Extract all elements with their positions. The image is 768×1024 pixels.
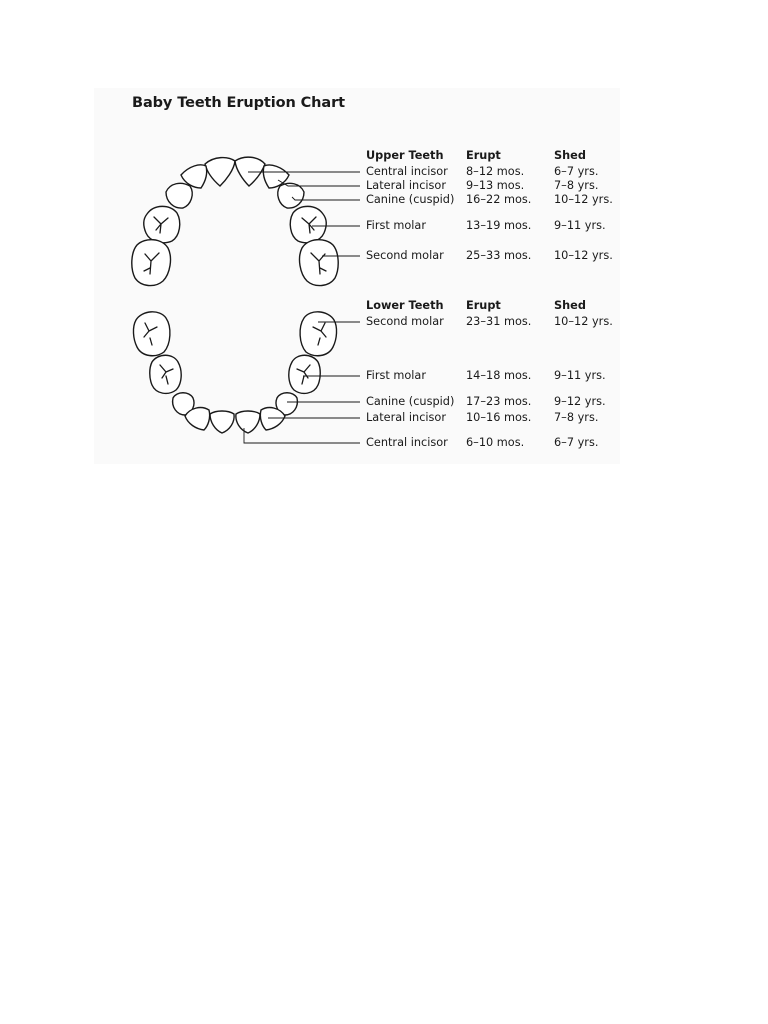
- shed-value: 9–11 yrs.: [554, 369, 606, 382]
- erupt-value: 14–18 mos.: [466, 369, 532, 382]
- upper-central-incisor-left-tooth: [205, 158, 235, 186]
- shed-value: 7–8 yrs.: [554, 179, 599, 192]
- erupt-value: 9–13 mos.: [466, 179, 525, 192]
- shed-value: 6–7 yrs.: [554, 436, 599, 449]
- lower-first-molar-right-tooth: [289, 355, 320, 393]
- tooth-label: First molar: [366, 219, 426, 232]
- erupt-value: 25–33 mos.: [466, 249, 532, 262]
- lower-lateral-incisor-left-tooth: [185, 408, 210, 430]
- upper-first-molar-right-tooth: [290, 206, 326, 242]
- erupt-value: 10–16 mos.: [466, 411, 532, 424]
- lower-teeth-header: Lower Teeth: [366, 299, 444, 312]
- erupt-value: 13–19 mos.: [466, 219, 532, 232]
- lower-first-molar-left-tooth: [150, 355, 181, 393]
- tooth-label: Central incisor: [366, 165, 448, 178]
- erupt-value: 17–23 mos.: [466, 395, 532, 408]
- upper-shed-header: Shed: [554, 149, 586, 162]
- upper-arch: [132, 157, 338, 285]
- shed-value: 7–8 yrs.: [554, 411, 599, 424]
- lower-erupt-header: Erupt: [466, 299, 501, 312]
- tooth-label: Canine (cuspid): [366, 395, 455, 408]
- tooth-label: First molar: [366, 369, 426, 382]
- upper-first-molar-left-tooth: [144, 206, 180, 242]
- tooth-label: Second molar: [366, 315, 444, 328]
- tooth-label: Lateral incisor: [366, 179, 446, 192]
- erupt-value: 23–31 mos.: [466, 315, 532, 328]
- lower-lateral-incisor-right-tooth: [260, 408, 285, 430]
- upper-erupt-header: Erupt: [466, 149, 501, 162]
- shed-value: 10–12 yrs.: [554, 193, 613, 206]
- shed-value: 10–12 yrs.: [554, 315, 613, 328]
- leader-lower-central-incisor: [244, 428, 360, 443]
- shed-value: 10–12 yrs.: [554, 249, 613, 262]
- lower-central-incisor-right-tooth: [236, 411, 260, 433]
- erupt-value: 16–22 mos.: [466, 193, 532, 206]
- shed-value: 9–12 yrs.: [554, 395, 606, 408]
- upper-canine-right-tooth: [278, 183, 304, 208]
- lower-second-molar-right-tooth: [300, 312, 336, 356]
- shed-value: 9–11 yrs.: [554, 219, 606, 232]
- lower-arch: [133, 312, 336, 433]
- tooth-label: Lateral incisor: [366, 411, 446, 424]
- erupt-value: 6–10 mos.: [466, 436, 525, 449]
- upper-canine-left-tooth: [166, 183, 192, 208]
- upper-teeth-header: Upper Teeth: [366, 149, 444, 162]
- lower-central-incisor-left-tooth: [210, 411, 234, 433]
- tooth-label: Central incisor: [366, 436, 448, 449]
- shed-value: 6–7 yrs.: [554, 165, 599, 178]
- chart-title: Baby Teeth Eruption Chart: [132, 95, 345, 111]
- erupt-value: 8–12 mos.: [466, 165, 525, 178]
- tooth-label: Canine (cuspid): [366, 193, 455, 206]
- lower-shed-header: Shed: [554, 299, 586, 312]
- lower-second-molar-left-tooth: [133, 312, 169, 356]
- tooth-label: Second molar: [366, 249, 444, 262]
